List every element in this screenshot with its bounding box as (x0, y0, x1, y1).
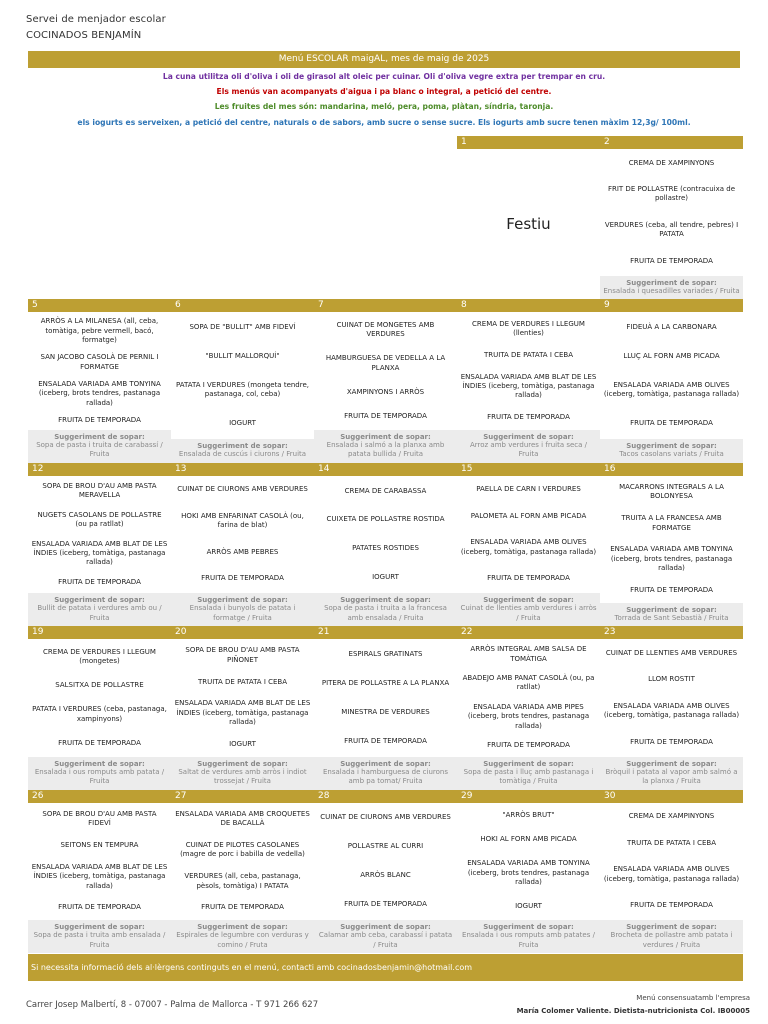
dish-item: IOGURT (229, 419, 256, 428)
address: Carrer Josep Malbertí, 8 - 07007 - Palma de Mallorca - T 971 266 627 (26, 1000, 319, 1010)
dish-item: SALSITXA DE POLLASTRE (55, 681, 144, 690)
dish-item: SOPA DE BROU D'AU AMB PASTA MERAVELLA (42, 481, 157, 500)
dish-list (457, 312, 600, 430)
suggestion-title: Suggeriment de sopar: (340, 596, 431, 605)
dish-item: FRUITA DE TEMPORADA (58, 738, 141, 747)
dish-item: CUIXETA DE POLLASTRE ROSTIDA (326, 515, 445, 524)
dish-list (314, 639, 457, 757)
dish-item: FRUITA DE TEMPORADA (630, 901, 713, 910)
dinner-suggestion (171, 593, 314, 626)
suggestion-text: Brocheta de pollastre amb patata i verdures / Fruita (610, 931, 733, 949)
service-title: Servei de menjador escolar (26, 14, 166, 25)
dish-item: FRUITA DE TEMPORADA (630, 737, 713, 746)
suggestion-title: Suggeriment de sopar: (483, 923, 574, 932)
dinner-suggestion (28, 920, 171, 953)
dish-list (171, 803, 314, 921)
empty-cell (314, 136, 457, 299)
dish-item: FRUITA DE TEMPORADA (58, 577, 141, 586)
dish-item: ENSALADA VARIADA AMB CROQUETES DE BACALLÀ (175, 809, 310, 828)
suggestion-title: Suggeriment de sopar: (54, 432, 145, 441)
dish-item: FRUITA DE TEMPORADA (58, 903, 141, 912)
day-cell (314, 463, 457, 626)
day-cell (28, 463, 171, 626)
day-cell (28, 626, 171, 789)
suggestion-text: Sopa de pasta i truita de carabassí / Fruita (36, 440, 163, 459)
suggestion-text: Sopa de pasta i truita amb ensalada / Fruita (33, 931, 166, 949)
dish-item: MINESTRA DE VERDURES (341, 707, 430, 716)
day-cell (314, 790, 457, 953)
dish-list (457, 476, 600, 594)
suggestion-text: Espirales de legumbre con verduras y comino / Fruta (176, 931, 309, 949)
day-cell (457, 790, 600, 953)
dish-item: PAELLA DE CARN I VERDURES (476, 485, 581, 494)
day-number: 23 (600, 626, 743, 639)
day-number: 30 (600, 790, 743, 803)
signature-line1: Menú consensuatamb l'empresa (636, 994, 750, 1002)
suggestion-title: Suggeriment de sopar: (54, 923, 145, 932)
suggestion-text: Sopa de pasta i truita a la francesa amb ensalada / Fruita (324, 604, 447, 622)
day-number: 27 (171, 790, 314, 803)
suggestion-text: Bròquil i patata al vapor amb salmó a la planxa / Fruita (605, 767, 738, 786)
day-number: 5 (28, 299, 171, 312)
suggestion-text: Cuinat de llenties amb verdures i arròs / Fruita (460, 604, 597, 622)
dish-item: FIDEUÀ A LA CARBONARA (626, 323, 717, 332)
day-cell (600, 299, 743, 462)
dish-list (600, 149, 743, 276)
day-number: 12 (28, 463, 171, 476)
dinner-suggestion (600, 439, 743, 462)
dish-list (171, 639, 314, 757)
allergen-info-bar: Si necessita informació dels al·lèrgens continguts en el menú, contacti amb cocinadosbenjamin@hotmail.com (28, 954, 743, 981)
dish-item: SOPA DE BROU D'AU AMB PASTA PIÑONET (185, 646, 300, 664)
dish-item: VERDURES (all, ceba, pastanaga, pèsols, tomàtiga) I PATATA (184, 872, 301, 890)
dish-item: HAMBURGUESA DE VEDELLA A LA PLANXA (325, 354, 446, 372)
suggestion-title: Suggeriment de sopar: (197, 923, 288, 932)
dish-item: FRUITA DE TEMPORADA (630, 586, 713, 595)
empty-cell (171, 136, 314, 299)
day-cell (171, 626, 314, 789)
dish-item: ARRÒS A LA MILANESA (all, ceba, tomàtiga, pebre vermell, bacó, formatge) (40, 317, 159, 345)
dish-item: ENSALADA VARIADA AMB OLIVES (iceberg, tomàtiga, pastanaga rallada) (603, 380, 740, 399)
dinner-suggestion (457, 757, 600, 790)
dish-item: TRUITA DE PATATA I CEBA (483, 350, 574, 359)
dish-item: ENSALADA VARIADA AMB OLIVES (iceberg, tomàtiga, pastanaga rallada) (603, 865, 740, 883)
dish-item: FRUITA DE TEMPORADA (201, 574, 284, 583)
day-number: 28 (314, 790, 457, 803)
day-cell (28, 790, 171, 953)
dish-item: HOKI AL FORN AMB PICADA (480, 835, 577, 844)
suggestion-text: Ensalada i hamburguesa de ciurons amb pa tomat/ Fruita (323, 767, 448, 786)
dinner-suggestion (314, 920, 457, 953)
day-cell (314, 626, 457, 789)
dish-item: FRUITA DE TEMPORADA (630, 256, 713, 265)
dish-list (28, 312, 171, 430)
notice-yogurts: els iogurts es serveixen, a petició del centre, naturals o de sabors, amb sucre o sense sucre. Els iogurts amb sucre tenen màxim 12,3g/ 100ml. (77, 118, 691, 127)
dish-item: FRUITA DE TEMPORADA (201, 903, 284, 912)
dish-list (314, 312, 457, 430)
day-number: 15 (457, 463, 600, 476)
day-number: 26 (28, 790, 171, 803)
dish-item: SOPA DE BROU D'AU AMB PASTA FIDEVÍ (42, 809, 157, 828)
dish-item: CREMA DE VERDURES I LLEGUM (llenties) (472, 319, 585, 337)
dinner-suggestion (600, 757, 743, 790)
dish-item: ESPIRALS GRATINATS (348, 649, 423, 658)
dish-list (28, 803, 171, 921)
day-cell (457, 299, 600, 462)
suggestion-title: Suggeriment de sopar: (340, 923, 431, 932)
dinner-suggestion (600, 276, 743, 299)
dinner-suggestion (171, 757, 314, 790)
dish-item: ENSALADA VARIADA AMB TONYINA (iceberg, brots tendres, pastanaga rallada) (610, 545, 733, 573)
dish-item: FRUITA DE TEMPORADA (344, 412, 427, 421)
suggestion-title: Suggeriment de sopar: (54, 596, 145, 605)
day-cell (600, 626, 743, 789)
dish-item: "BULLIT MALLORQUÍ" (205, 351, 280, 360)
suggestion-title: Suggeriment de sopar: (197, 759, 288, 768)
dish-item: ENSALADA VARIADA AMB OLIVES (iceberg, tomàtiga, pastanaga rallada) (460, 538, 597, 556)
dinner-suggestion (28, 757, 171, 790)
dish-item: FRUITA DE TEMPORADA (487, 741, 570, 750)
dish-item: PATATES ROSTIDES (352, 544, 419, 553)
suggestion-text: Ensalada i salmó a la planxa amb patata bullida / Fruita (326, 440, 445, 459)
dish-list (600, 803, 743, 921)
dish-list (171, 312, 314, 439)
suggestion-text: Saltat de verdures amb arròs i indiot trossejat / Fruita (178, 767, 307, 786)
dish-item: FRUITA DE TEMPORADA (487, 413, 570, 422)
day-cell (457, 463, 600, 626)
dish-item: ENSALADA VARIADA AMB TONYINA (iceberg, brots tendres, pastanaga rallada) (38, 379, 161, 407)
suggestion-text: Ensalada i quesadilles variades / Fruita (603, 286, 740, 295)
dish-item: XAMPINYONS I ARRÒS (346, 387, 425, 396)
suggestion-title: Suggeriment de sopar: (197, 596, 288, 605)
dish-item: ARRÒS AMB PEBRES (206, 547, 279, 556)
day-number: 1 (457, 136, 600, 149)
dinner-suggestion (457, 430, 600, 463)
dish-list (600, 312, 743, 439)
notice-bread: Els menús van acompanyats d'aigua i pa blanc o integral, a petició del centre. (216, 87, 552, 96)
day-number: 13 (171, 463, 314, 476)
suggestion-title: Suggeriment de sopar: (483, 596, 574, 605)
suggestion-title: Suggeriment de sopar: (54, 759, 145, 768)
day-cell (314, 299, 457, 462)
suggestion-text: Ensalada i ous romputs amb patates / Fruita (462, 931, 595, 949)
suggestion-text: Ensalada de cuscús i ciurons / Fruita (178, 450, 307, 459)
suggestion-text: Sopa de pasta i lluç amb pastanaga i tomàtiga / Fruita (463, 767, 594, 786)
day-number: 19 (28, 626, 171, 639)
day-number: 16 (600, 463, 743, 476)
day-number: 21 (314, 626, 457, 639)
dinner-suggestion (457, 593, 600, 626)
day-number: 14 (314, 463, 457, 476)
notice-oil: La cuna utilitza oli d'oliva i oli de girasol alt oleic per cuinar. Oli d'oliva vegre extra per trempar en cru. (162, 72, 606, 81)
menu-calendar-grid (28, 136, 743, 953)
dish-item: TRUITA DE PATATA I CEBA (197, 677, 288, 686)
dish-item: PATATA I VERDURES (ceba, pastanaga, xampinyons) (32, 705, 167, 723)
dish-item: SEITONS EN TEMPURA (60, 840, 139, 849)
dish-list (457, 803, 600, 921)
dinner-suggestion (600, 920, 743, 953)
dish-item: FRUITA DE TEMPORADA (58, 415, 141, 424)
dish-list (457, 639, 600, 757)
dinner-suggestion (171, 439, 314, 462)
company-name: COCINADOS BENJAMÍN (26, 30, 142, 41)
dish-list (28, 639, 171, 757)
day-number: 29 (457, 790, 600, 803)
empty-cell (28, 136, 171, 299)
dish-item: IOGURT (372, 573, 399, 582)
day-number: 9 (600, 299, 743, 312)
dish-item: LLOM ROSTIT (648, 675, 695, 684)
dinner-suggestion (28, 593, 171, 626)
dish-item: PITERA DE POLLASTRE A LA PLANXA (321, 678, 450, 687)
suggestion-text: Arroz amb verdures i fruita seca / Fruita (469, 440, 588, 459)
day-cell (457, 626, 600, 789)
dinner-suggestion (28, 430, 171, 463)
dish-list (314, 803, 457, 921)
dish-item: CUINAT DE PILOTES CASOLANES (magre de porc i babilla de vedella) (180, 840, 305, 859)
dish-item: FRUITA DE TEMPORADA (344, 899, 427, 908)
signature-line2: María Colomer Valiente. Dietista-nutricionista Col. IB00005 (516, 1007, 750, 1015)
notice-fruits: Les fruites del mes són: mandarina, meló, pera, poma, plàtan, síndria, taronja. (214, 102, 554, 111)
suggestion-title: Suggeriment de sopar: (197, 442, 288, 451)
dish-item: CUINAT DE CIURONS AMB VERDURES (320, 813, 451, 822)
dish-item: ARRÒS INTEGRAL AMB SALSA DE TOMÀTIGA (470, 645, 587, 663)
suggestion-text: Calamar amb ceba, carabassí i patata / Fruita (318, 931, 453, 949)
dish-item: ENSALADA VARIADA AMB BLAT DE LES ÍNDIES (iceberg, tomàtiga, pastanaga rallada) (460, 372, 597, 400)
holiday-label: Festiu (506, 215, 551, 234)
dish-list (28, 476, 171, 594)
dinner-suggestion (600, 603, 743, 626)
dish-item: SOPA DE "BULLIT" AMB FIDEVÍ (189, 323, 296, 332)
dish-item: FRUITA DE TEMPORADA (630, 419, 713, 428)
day-number: 2 (600, 136, 743, 149)
suggestion-title: Suggeriment de sopar: (626, 759, 717, 768)
dish-item: ENSALADA VARIADA AMB TONYINA (iceberg, brots tendres, pastanaga rallada) (467, 859, 590, 887)
suggestion-text: Ensalada i ous romputs amb patata / Fruita (34, 767, 165, 786)
dinner-suggestion (457, 920, 600, 953)
dish-item: HOKI AMB ENFARINAT CASOLÀ (ou, farina de blat) (181, 511, 304, 530)
day-cell (457, 136, 600, 299)
suggestion-text: Torrada de Sant Sebastià / Fruita (614, 613, 729, 622)
dish-item: SAN JACOBO CASOLÀ DE PERNIL I FORMATGE (40, 353, 159, 371)
day-cell (171, 299, 314, 462)
dish-item: MACARRONS INTEGRALS A LA BOLONYESA (619, 482, 724, 501)
day-cell (600, 463, 743, 626)
suggestion-title: Suggeriment de sopar: (340, 759, 431, 768)
day-cell (28, 299, 171, 462)
dish-item: CREMA DE XAMPINYONS (628, 812, 715, 821)
suggestion-title: Suggeriment de sopar: (626, 442, 717, 451)
day-cell (171, 463, 314, 626)
day-number: 6 (171, 299, 314, 312)
dish-item: LLUÇ AL FORN AMB PICADA (623, 351, 720, 360)
menu-banner: Menú ESCOLAR maigAL, mes de maig de 2025 (28, 51, 740, 68)
dish-item: POLLASTRE AL CURRI (347, 842, 424, 851)
dish-item: "ARRÒS BRUT" (502, 810, 555, 819)
suggestion-title: Suggeriment de sopar: (626, 923, 717, 932)
suggestion-text: Bullit de patata i verdures amb ou / Fruita (37, 604, 162, 622)
dish-item: IOGURT (229, 740, 256, 749)
suggestion-title: Suggeriment de sopar: (483, 759, 574, 768)
dish-item: IOGURT (515, 902, 542, 911)
dish-item: CUINAT DE CIURONS AMB VERDURES (177, 485, 308, 494)
dinner-suggestion (314, 430, 457, 463)
dish-item: FRIT DE POLLASTRE (contracuixa de pollastre) (607, 185, 736, 203)
suggestion-title: Suggeriment de sopar: (626, 278, 717, 287)
day-number: 7 (314, 299, 457, 312)
dish-item: ARRÒS BLANC (360, 871, 411, 880)
dish-item: CUINAT DE MONGETES AMB VERDURES (336, 320, 435, 339)
day-cell (171, 790, 314, 953)
dish-item: CUINAT DE LLENTIES AMB VERDURES (605, 648, 738, 657)
dish-item: VERDURES (ceba, all tendre, pebres) I PATATA (604, 221, 739, 239)
day-number: 20 (171, 626, 314, 639)
suggestion-text: Ensalada i bunyols de patata i formatge / Fruita (189, 604, 296, 622)
dish-item: CREMA DE VERDURES I LLEGUM (mongetes) (43, 647, 156, 665)
dish-list (171, 476, 314, 594)
dish-item: FRUITA DE TEMPORADA (487, 574, 570, 583)
dish-item: TRUITA A LA FRANCESA AMB FORMATGE (621, 514, 722, 532)
dish-item: TRUITA DE PATATA I CEBA (626, 838, 717, 847)
dish-item: NUGETS CASOLANS DE POLLASTRE (ou pa ratllat) (37, 510, 162, 529)
dish-item: CREMA DE CARABASSA (344, 486, 427, 495)
dish-list (600, 476, 743, 603)
dish-item: CREMA DE XAMPINYONS (628, 158, 715, 167)
dish-item: ENSALADA VARIADA AMB BLAT DE LES ÍNDIES (iceberg, tomàtiga, pastanaga rallada) (31, 539, 168, 567)
dish-item: PALOMETA AL FORN AMB PICADA (470, 511, 587, 520)
dish-item: FRUITA DE TEMPORADA (344, 736, 427, 745)
dish-item: ABADEJO AMB PANAT CASOLÀ (ou, pa ratllat) (462, 674, 595, 692)
day-number: 22 (457, 626, 600, 639)
dinner-suggestion (171, 920, 314, 953)
dish-item: ENSALADA VARIADA AMB PIPES (iceberg, brots tendres, pastanaga rallada) (467, 702, 590, 730)
suggestion-text: Tacos casolans variats / Fruita (619, 450, 724, 459)
day-cell (600, 136, 743, 299)
dinner-suggestion (314, 757, 457, 790)
dish-item: ENSALADA VARIADA AMB BLAT DE LES ÍNDIES (iceberg, tomàtiga, pastanaga rallada) (174, 699, 311, 727)
dish-list (600, 639, 743, 757)
dish-list (314, 476, 457, 594)
suggestion-title: Suggeriment de sopar: (483, 432, 574, 441)
suggestion-title: Suggeriment de sopar: (626, 605, 717, 614)
day-number: 8 (457, 299, 600, 312)
dish-item: PATATA I VERDURES (mongeta tendre, pastanaga, col, ceba) (175, 380, 310, 399)
dinner-suggestion (314, 593, 457, 626)
dish-item: ENSALADA VARIADA AMB OLIVES (iceberg, tomàtiga, pastanaga rallada) (603, 701, 740, 720)
day-cell (600, 790, 743, 953)
dish-item: ENSALADA VARIADA AMB BLAT DE LES ÍNDIES (iceberg, tomàtiga, pastanaga rallada) (31, 862, 168, 890)
suggestion-title: Suggeriment de sopar: (340, 432, 431, 441)
